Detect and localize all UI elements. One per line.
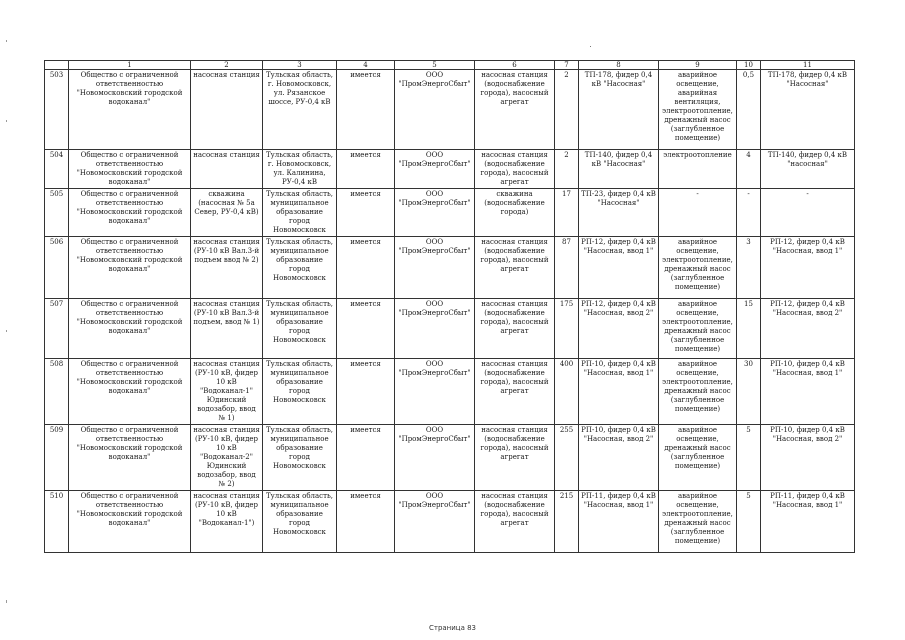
emergency-feeder-cell: РП-10, фидер 0,4 кВ "Насосная, ввод 2" bbox=[761, 425, 855, 491]
organization-cell: Общество с ограниченной ответственностью "Новомосковский городской водоканал" bbox=[69, 189, 191, 237]
load-cell: 255 bbox=[555, 425, 579, 491]
row-number: 506 bbox=[45, 237, 69, 299]
address-cell: Тульская область, муниципальное образование город Новомосковск bbox=[263, 189, 337, 237]
row-number: 505 bbox=[45, 189, 69, 237]
availability-cell: имеется bbox=[337, 491, 395, 553]
supplier-cell: ООО "ПромЭнергоСбыт" bbox=[395, 299, 475, 359]
column-header: 1 bbox=[69, 61, 191, 70]
emergency-load-cell: электроотопление bbox=[659, 150, 737, 189]
organization-cell: Общество с ограниченной ответственностью "Новомосковский городской водоканал" bbox=[69, 359, 191, 425]
address-cell: Тульская область, муниципальное образование город Новомосковск bbox=[263, 359, 337, 425]
object-cell: насосная станция (РУ-10 кВ, фидер 10 кВ "Водоканал-1") bbox=[191, 491, 263, 553]
purpose-cell: насосная станция (водоснабжение города), насосный агрегат bbox=[475, 70, 555, 150]
address-cell: Тульская область, муниципальное образование город Новомосковск bbox=[263, 237, 337, 299]
column-header: 2 bbox=[191, 61, 263, 70]
purpose-cell: насосная станция (водоснабжение города), насосный агрегат bbox=[475, 425, 555, 491]
emergency-feeder-cell: РП-11, фидер 0,4 кВ "Насосная, ввод 1" bbox=[761, 491, 855, 553]
emergency-load-cell: аварийное освещение, электроотопление, дренажный насос (заглубленное помещение) bbox=[659, 359, 737, 425]
table-row bbox=[45, 237, 855, 299]
address-cell: Тульская область, г. Новомосковск, ул. Калинина, РУ-0,4 кВ bbox=[263, 150, 337, 189]
page-number: Страница 83 bbox=[428, 624, 476, 632]
margin-mark bbox=[6, 600, 7, 603]
margin-mark bbox=[6, 330, 7, 332]
row-number: 507 bbox=[45, 299, 69, 359]
feeder-cell: РП-10, фидер 0,4 кВ "Насосная, ввод 1" bbox=[579, 359, 659, 425]
column-header: 6 bbox=[475, 61, 555, 70]
emergency-power-cell: 15 bbox=[737, 299, 761, 359]
emergency-power-cell: 5 bbox=[737, 491, 761, 553]
availability-cell: имеется bbox=[337, 150, 395, 189]
object-cell: насосная станция (РУ-10 кВ Вал.3-й подъем ввод № 2) bbox=[191, 237, 263, 299]
organization-cell: Общество с ограниченной ответственностью "Новомосковский городской водоканал" bbox=[69, 237, 191, 299]
emergency-load-cell: аварийное освещение, электроотопление, дренажный насос (заглубленное помещение) bbox=[659, 491, 737, 553]
availability-cell: имеется bbox=[337, 299, 395, 359]
emergency-feeder-cell: ТП-140, фидер 0,4 кВ "насосная" bbox=[761, 150, 855, 189]
organization-cell: Общество с ограниченной ответственностью "Новомосковский городской водоканал" bbox=[69, 299, 191, 359]
emergency-power-cell: 3 bbox=[737, 237, 761, 299]
load-cell: 2 bbox=[555, 150, 579, 189]
feeder-cell: РП-12, фидер 0,4 кВ "Насосная, ввод 2" bbox=[579, 299, 659, 359]
address-cell: Тульская область, муниципальное образование город Новомосковск bbox=[263, 425, 337, 491]
emergency-power-cell: 4 bbox=[737, 150, 761, 189]
table-row bbox=[45, 359, 855, 425]
table-row bbox=[45, 70, 855, 150]
column-header: 10 bbox=[737, 61, 761, 70]
load-cell: 17 bbox=[555, 189, 579, 237]
load-cell: 215 bbox=[555, 491, 579, 553]
availability-cell: имеется bbox=[337, 189, 395, 237]
column-header: 4 bbox=[337, 61, 395, 70]
address-cell: Тульская область, муниципальное образование город Новомосковск bbox=[263, 491, 337, 553]
emergency-load-cell: аварийное освещение, электроотопление, дренажный насос (заглубленное помещение) bbox=[659, 299, 737, 359]
supplier-cell: ООО "ПромЭнергоСбыт" bbox=[395, 150, 475, 189]
row-number: 503 bbox=[45, 70, 69, 150]
column-header bbox=[45, 61, 69, 70]
load-cell: 175 bbox=[555, 299, 579, 359]
table-row bbox=[45, 299, 855, 359]
emergency-power-cell: 30 bbox=[737, 359, 761, 425]
purpose-cell: насосная станция (водоснабжение города), насосный агрегат bbox=[475, 491, 555, 553]
emergency-feeder-cell: РП-12, фидер 0,4 кВ "Насосная, ввод 2" bbox=[761, 299, 855, 359]
supplier-cell: ООО "ПромЭнергоСбыт" bbox=[395, 70, 475, 150]
organization-cell: Общество с ограниченной ответственностью "Новомосковский городской водоканал" bbox=[69, 70, 191, 150]
organization-cell: Общество с ограниченной ответственностью "Новомосковский городской водоканал" bbox=[69, 425, 191, 491]
registry-table bbox=[44, 60, 855, 553]
object-cell: насосная станция (РУ-10 кВ, фидер 10 кВ "Водоканал-2" Юдинский водозабор, ввод № 2) bbox=[191, 425, 263, 491]
object-cell: насосная станция bbox=[191, 70, 263, 150]
emergency-feeder-cell: РП-12, фидер 0,4 кВ "Насосная, ввод 1" bbox=[761, 237, 855, 299]
supplier-cell: ООО "ПромЭнергоСбыт" bbox=[395, 491, 475, 553]
feeder-cell: ТП-140, фидер 0,4 кВ "Насосная" bbox=[579, 150, 659, 189]
supplier-cell: ООО "ПромЭнергоСбыт" bbox=[395, 425, 475, 491]
feeder-cell: РП-11, фидер 0,4 кВ "Насосная, ввод 1" bbox=[579, 491, 659, 553]
row-number: 508 bbox=[45, 359, 69, 425]
emergency-feeder-cell: ТП-178, фидер 0,4 кВ "Насосная" bbox=[761, 70, 855, 150]
table-row bbox=[45, 425, 855, 491]
column-header: 8 bbox=[579, 61, 659, 70]
row-number: 509 bbox=[45, 425, 69, 491]
availability-cell: имеется bbox=[337, 359, 395, 425]
purpose-cell: насосная станция (водоснабжение города), насосный агрегат bbox=[475, 359, 555, 425]
feeder-cell: ТП-178, фидер 0,4 кВ "Насосная" bbox=[579, 70, 659, 150]
emergency-feeder-cell: - bbox=[761, 189, 855, 237]
column-header: 5 bbox=[395, 61, 475, 70]
supplier-cell: ООО "ПромЭнергоСбыт" bbox=[395, 237, 475, 299]
availability-cell: имеется bbox=[337, 425, 395, 491]
load-cell: 400 bbox=[555, 359, 579, 425]
load-cell: 87 bbox=[555, 237, 579, 299]
column-header: 9 bbox=[659, 61, 737, 70]
organization-cell: Общество с ограниченной ответственностью "Новомосковский городской водоканал" bbox=[69, 491, 191, 553]
organization-cell: Общество с ограниченной ответственностью "Новомосковский городской водоканал" bbox=[69, 150, 191, 189]
supplier-cell: ООО "ПромЭнергоСбыт" bbox=[395, 359, 475, 425]
availability-cell: имеется bbox=[337, 237, 395, 299]
row-number: 510 bbox=[45, 491, 69, 553]
feeder-cell: РП-12, фидер 0,4 кВ "Насосная, ввод 1" bbox=[579, 237, 659, 299]
address-cell: Тульская область, г. Новомосковск, ул. Рязанское шоссе, РУ-0,4 кВ bbox=[263, 70, 337, 150]
address-cell: Тульская область, муниципальное образование город Новомосковск bbox=[263, 299, 337, 359]
table-row bbox=[45, 491, 855, 553]
margin-mark bbox=[6, 120, 7, 122]
margin-mark bbox=[6, 40, 7, 42]
column-number-row bbox=[45, 61, 855, 70]
feeder-cell: ТП-23, фидер 0,4 кВ "Насосная" bbox=[579, 189, 659, 237]
object-cell: скважина (насосная № 5а Север, РУ-0,4 кВ) bbox=[191, 189, 263, 237]
purpose-cell: насосная станция (водоснабжение города), насосный агрегат bbox=[475, 299, 555, 359]
purpose-cell: скважина (водоснабжение города) bbox=[475, 189, 555, 237]
emergency-load-cell: аварийное освещение, аварийная вентиляция, электроотопление, дренажный насос (заглубленное помещение) bbox=[659, 70, 737, 150]
table-row bbox=[45, 189, 855, 237]
emergency-feeder-cell: РП-10, фидер 0,4 кВ "Насосная, ввод 1" bbox=[761, 359, 855, 425]
availability-cell: имеется bbox=[337, 70, 395, 150]
column-header: 3 bbox=[263, 61, 337, 70]
purpose-cell: насосная станция (водоснабжение города), насосный агрегат bbox=[475, 237, 555, 299]
emergency-load-cell: аварийное освещение, дренажный насос (заглубленное помещение) bbox=[659, 425, 737, 491]
column-header: 11 bbox=[761, 61, 855, 70]
table-row bbox=[45, 150, 855, 189]
column-header: 7 bbox=[555, 61, 579, 70]
row-number: 504 bbox=[45, 150, 69, 189]
purpose-cell: насосная станция (водоснабжение города), насосный агрегат bbox=[475, 150, 555, 189]
emergency-power-cell: 5 bbox=[737, 425, 761, 491]
feeder-cell: РП-10, фидер 0,4 кВ "Насосная, ввод 2" bbox=[579, 425, 659, 491]
load-cell: 2 bbox=[555, 70, 579, 150]
object-cell: насосная станция (РУ-10 кВ Вал.3-й подъем, ввод № 1) bbox=[191, 299, 263, 359]
scan-speck bbox=[590, 46, 591, 47]
object-cell: насосная станция (РУ-10 кВ, фидер 10 кВ "Водоканал-1" Юдинский водозабор, ввод № 1) bbox=[191, 359, 263, 425]
emergency-load-cell: - bbox=[659, 189, 737, 237]
supplier-cell: ООО "ПромЭнергоСбыт" bbox=[395, 189, 475, 237]
object-cell: насосная станция bbox=[191, 150, 263, 189]
emergency-power-cell: 0,5 bbox=[737, 70, 761, 150]
emergency-load-cell: аварийное освещение, электроотопление, дренажный насос (заглубленное помещение) bbox=[659, 237, 737, 299]
emergency-power-cell: - bbox=[737, 189, 761, 237]
